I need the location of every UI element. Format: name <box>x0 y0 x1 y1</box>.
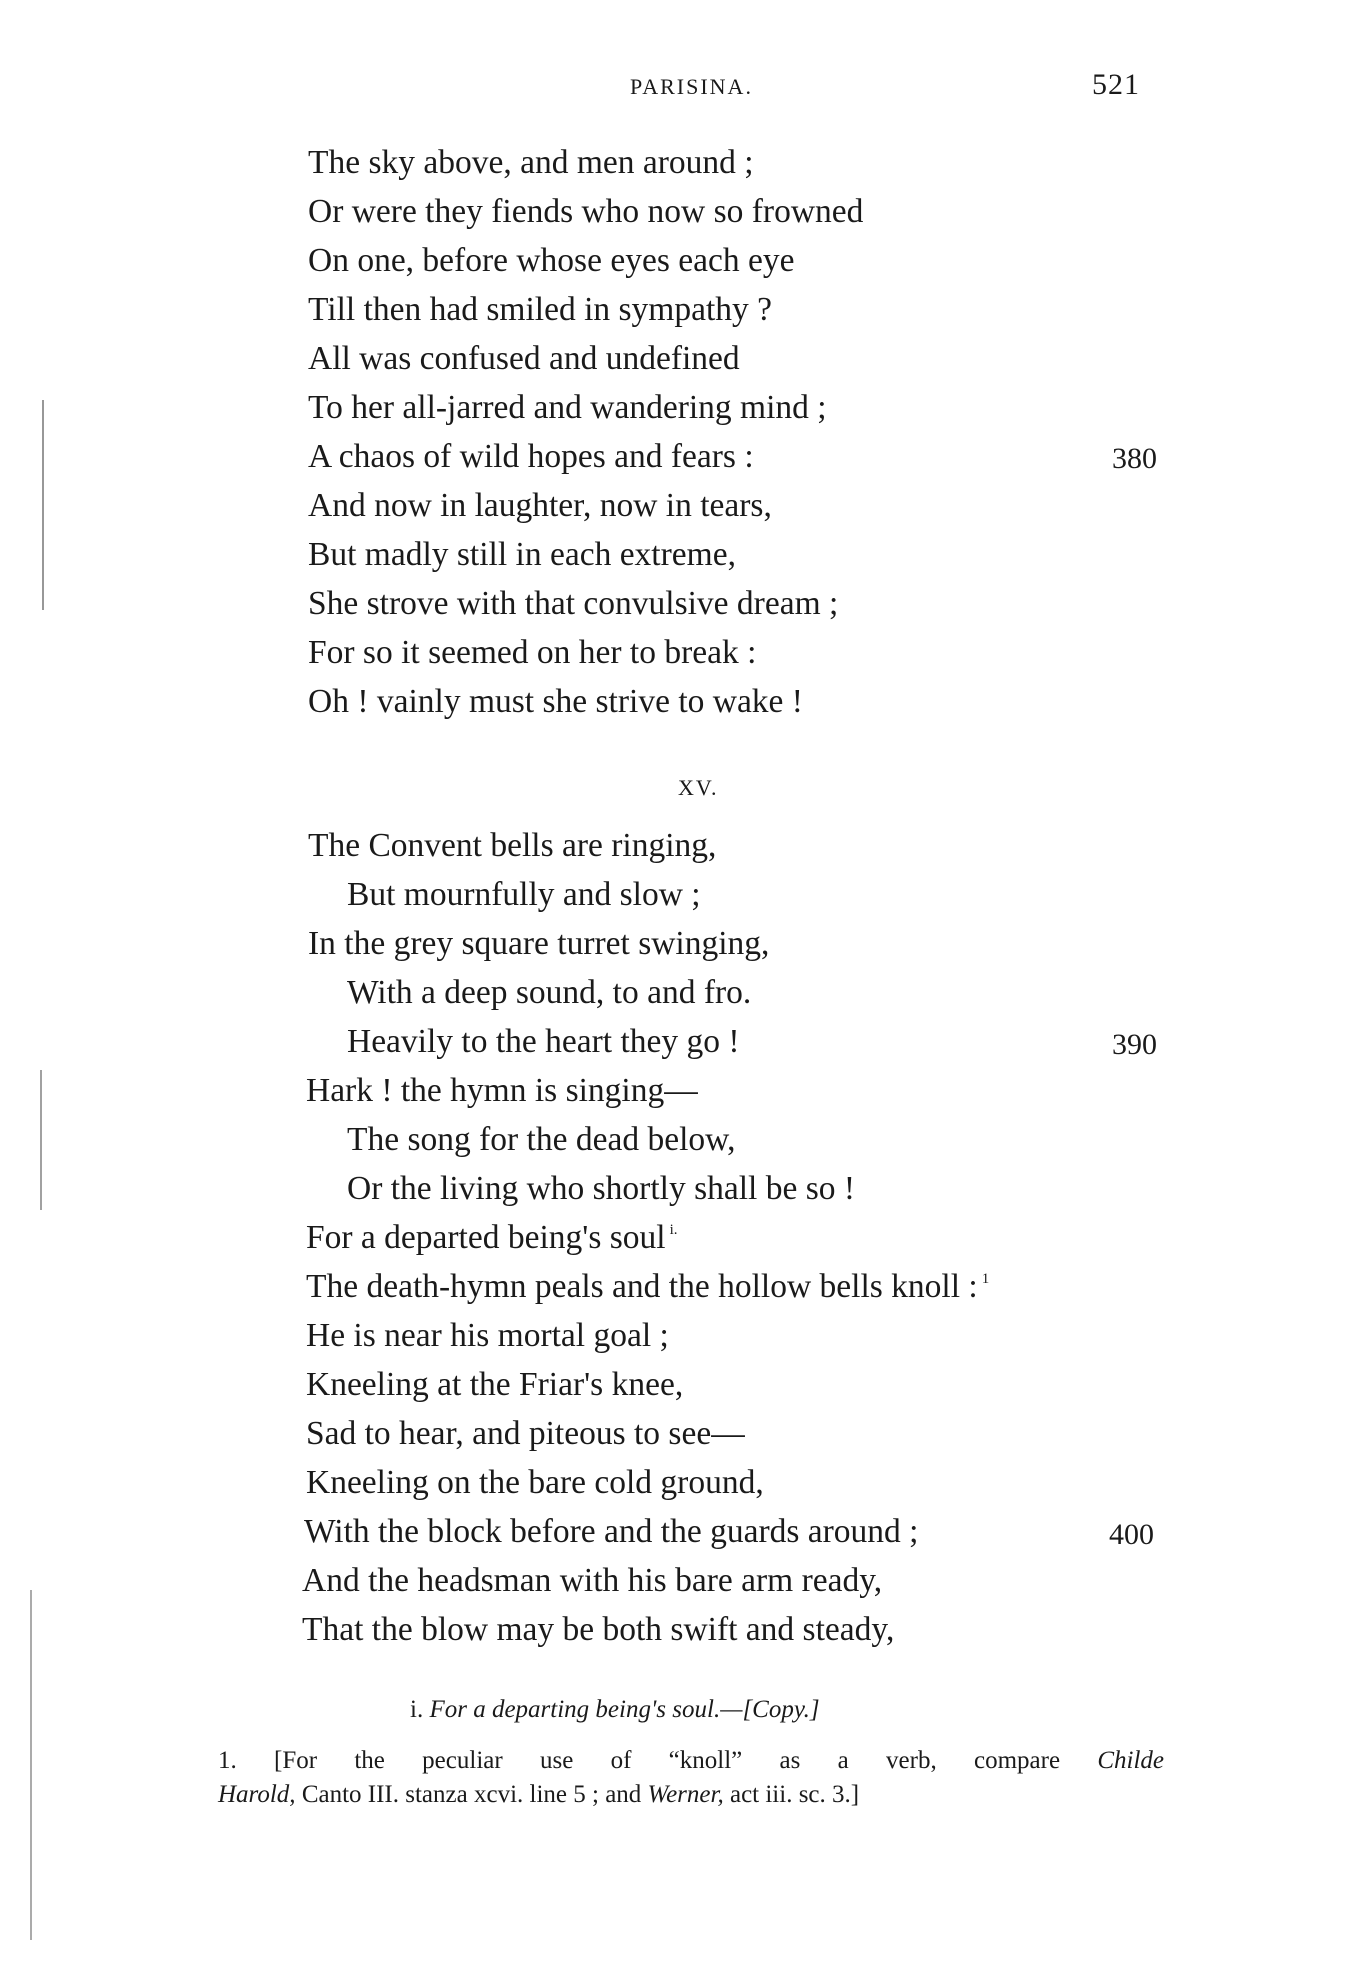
verse-line: Hark ! the hymn is singing— <box>306 1072 698 1109</box>
verse-line: Or the living who shortly shall be so ! <box>347 1170 856 1207</box>
footnote-text: act iii. sc. 3.] <box>729 1781 860 1808</box>
verse-line: In the grey square turret swinging, <box>308 925 770 962</box>
verse-line: Heavily to the heart they go ! <box>347 1023 740 1060</box>
verse-line <box>306 1270 989 1304</box>
verse-line: With the block before and the guards around ; <box>304 1513 919 1550</box>
footnote-reference: 1 <box>981 1271 990 1287</box>
verse-line: To her all-jarred and wandering mind ; <box>308 389 827 426</box>
verse-line: For so it seemed on her to break : <box>308 634 757 671</box>
variant-reference: i. <box>669 1222 678 1238</box>
footnote-work-title: Werner, <box>647 1781 724 1808</box>
verse-line: On one, before whose eyes each eye <box>308 242 795 279</box>
running-head <box>0 68 1353 114</box>
verse-line <box>306 1221 678 1255</box>
verse-line: Till then had smiled in sympathy ? <box>308 291 773 328</box>
verse-line: The Convent bells are ringing, <box>308 827 717 864</box>
variant-source: —[Copy.] <box>720 1696 820 1723</box>
variant-text: For a departing being's soul. <box>429 1696 721 1723</box>
line-number: 380 <box>1112 442 1157 475</box>
footnote <box>218 1744 1164 1812</box>
binding-mark <box>40 1070 42 1210</box>
page-number: 521 <box>1092 68 1140 101</box>
verse-line: Or were they fiends who now so frowned <box>308 193 864 230</box>
verse-line: He is near his mortal goal ; <box>306 1317 669 1354</box>
verse-line: The song for the dead below, <box>347 1121 736 1158</box>
verse-line-text: For a departed being's soul <box>306 1219 666 1256</box>
verse-line: The sky above, and men around ; <box>308 144 754 181</box>
binding-mark <box>30 1590 32 1940</box>
verse-line: Kneeling at the Friar's knee, <box>306 1366 684 1403</box>
variant-note <box>410 1696 820 1724</box>
verse-line: Kneeling on the bare cold ground, <box>306 1464 764 1501</box>
verse-line: And now in laughter, now in tears, <box>308 487 772 524</box>
footnote-label: 1. <box>218 1747 237 1774</box>
variant-label: i. <box>410 1696 424 1723</box>
verse-line: That the blow may be both swift and steady, <box>302 1611 895 1648</box>
running-title: PARISINA. <box>630 74 753 99</box>
footnote-text: [For the peculiar use of “knoll” as a verb, compare <box>274 1747 1061 1774</box>
verse-line: Oh ! vainly must she strive to wake ! <box>308 683 803 720</box>
binding-mark <box>42 400 44 610</box>
footnote-work-title: Harold, <box>218 1781 296 1808</box>
footnote-line-1 <box>218 1744 1164 1778</box>
footnote-text: Canto III. stanza xcvi. line 5 ; and <box>301 1781 642 1808</box>
line-number: 390 <box>1112 1028 1157 1061</box>
verse-line: A chaos of wild hopes and fears : <box>308 438 754 475</box>
verse-line: But mournfully and slow ; <box>347 876 701 913</box>
verse-line: All was confused and undefined <box>308 340 740 377</box>
verse-line: With a deep sound, to and fro. <box>347 974 752 1011</box>
verse-line: And the headsman with his bare arm ready, <box>302 1562 883 1599</box>
verse-line-text: The death-hymn peals and the hollow bells knoll : <box>306 1268 978 1305</box>
verse-line: But madly still in each extreme, <box>308 536 736 573</box>
section-number: XV. <box>678 775 719 800</box>
footnote-work-title: Childe <box>1097 1747 1164 1774</box>
verse-line: Sad to hear, and piteous to see— <box>306 1415 745 1452</box>
verse-line: She strove with that convulsive dream ; <box>308 585 839 622</box>
footnote-line-2 <box>218 1778 1164 1812</box>
line-number: 400 <box>1109 1518 1154 1551</box>
